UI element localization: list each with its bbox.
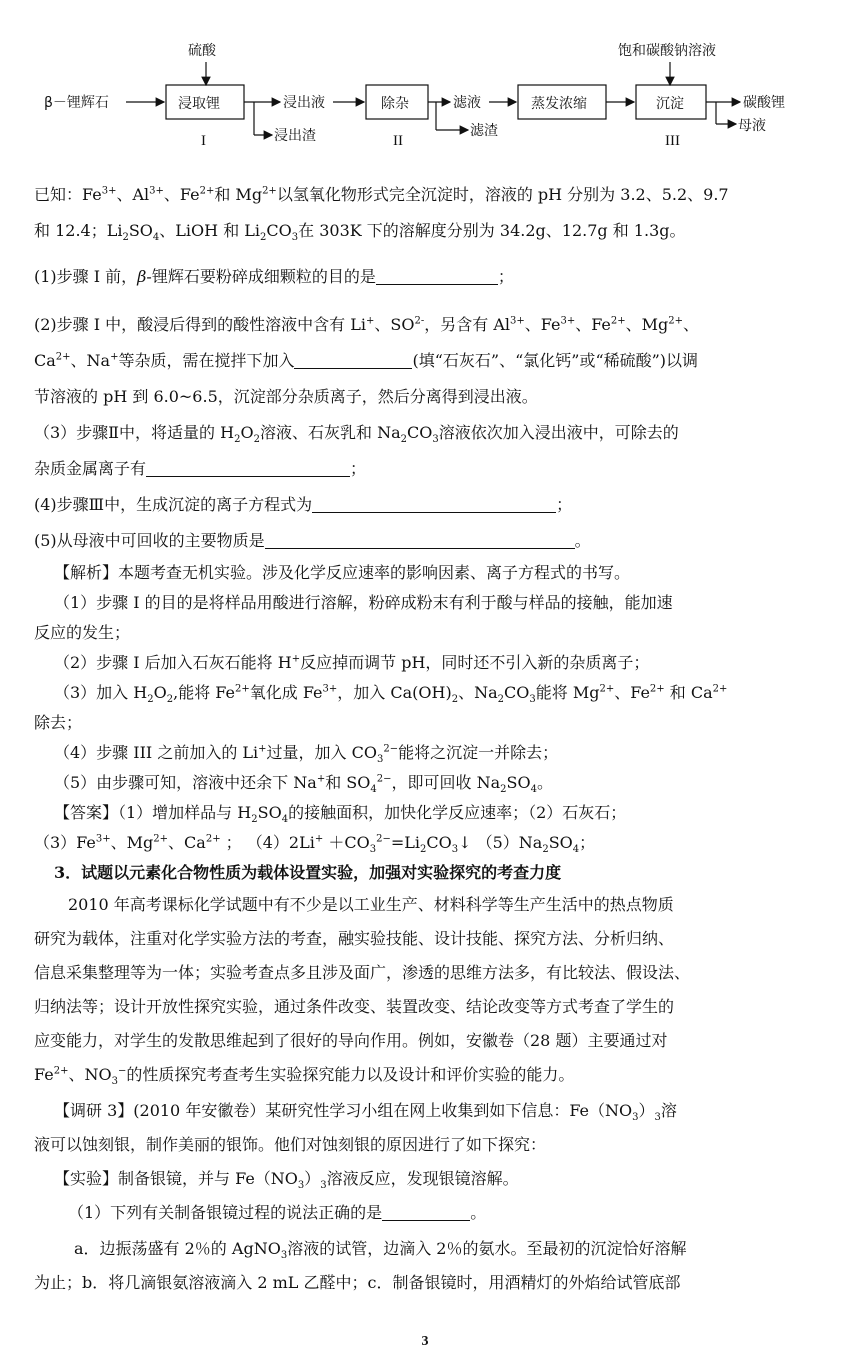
answer-blank-3[interactable]	[146, 461, 350, 477]
question-1: (1)步骤 I 前，β-锂辉石要粉碎成细颗粒的目的是 ；	[34, 267, 514, 286]
paragraph-line-2: 研究为载体，注重对化学实验方法的考查，融实验技能、设计技能、探究方法、分析归纳、	[34, 929, 675, 948]
analysis-4: （4）步骤 III 之前加入的 Li+过量，加入 $CO_3^{2-}$能将之沉淀一并除去；	[54, 743, 559, 766]
filter-residue-label: 滤渣	[470, 123, 498, 139]
experiment-line: 【实验】制备银镜，并与 $Fe(NO_3)_3$溶液反应，发现银镜溶解。	[54, 1169, 519, 1192]
answer-line-1: 【答案】（1）增加样品与 $H_2SO_4$的接触面积，加快化学反应速率；（2）石灰石；	[54, 803, 627, 826]
analysis-3: （3）加入 $H_2O_2$,能将 $Fe^{2+}$氧化成 $Fe^{3+}$，加入 $Ca(OH)_2$、$Na_2CO_3$能将 $Mg^{2+}$、$Fe^{2+}$ 和 $Ca^{2+}$	[54, 683, 728, 706]
question-3-line-1: （3）步骤Ⅱ中，将适量的 $H_2O_2$溶液、石灰乳和 $Na_2CO_3$溶液依次加入浸出液中，可除去的	[34, 423, 679, 446]
known-line-2: 和 12.4；$Li_2SO_4$、LiOH 和 $Li_2CO_3$在 303K 下的溶解度分别为 34.2g、12.7g 和 1.3g。	[34, 221, 686, 244]
answer-blank-2[interactable]	[294, 353, 412, 369]
acid-label: 硫酸	[188, 43, 216, 59]
question-2-line-1: (2)步骤 I 中，酸浸后得到的酸性溶液中含有 Li+、$SO^{2-}$，另含有 $Al^{3+}$、$Fe^{3+}$、$Fe^{2+}$、$Mg^{2+}$、	[34, 315, 700, 334]
page-number: 3	[421, 1334, 429, 1349]
known-line-1: 已知：$Fe^{3+}$、$Al^{3+}$、$Fe^{2+}$和 $Mg^{2+}$以氢氧化物形式完全沉淀时，溶液的 pH 分别为 3.2、5.2、9.7	[34, 185, 729, 204]
box1-label: 浸取锂	[178, 96, 220, 112]
product-label: 碳酸锂	[743, 95, 785, 111]
step3-numeral: III	[665, 133, 680, 149]
analysis-2: （2）步骤 I 后加入石灰石能将 H+反应掉而调节 pH，同时还不引入新的杂质离子；	[54, 653, 650, 672]
analysis-1-cont: 反应的发生；	[34, 623, 131, 642]
box2-label: 除杂	[381, 96, 409, 112]
answer-blank-6[interactable]	[382, 1205, 470, 1221]
paragraph-line-1: 2010 年高考课标化学试题中有不少是以工业生产、材料科学等生产生活中的热点物质	[68, 895, 674, 914]
paragraph-line-6: $Fe^{2+}$、$NO_3^-$的性质探究考查考生实验探究能力以及设计和评价实验的能力。	[34, 1065, 575, 1088]
analysis-3-cont: 除去；	[34, 713, 83, 732]
question-5: (5)从母液中可回收的主要物质是 。	[34, 531, 591, 550]
box4-label: 沉淀	[656, 96, 684, 112]
box3-label: 蒸发浓缩	[531, 96, 587, 112]
filtrate-label: 滤液	[453, 95, 481, 111]
analysis-heading: 【解析】本题考查无机实验。涉及化学反应速率的影响因素、离子方程式的书写。	[54, 563, 631, 582]
leach-residue-label: 浸出渣	[274, 128, 316, 144]
answer-blank-4[interactable]	[312, 497, 556, 513]
question-2-line-2: $Ca^{2+}$、Na+等杂质，需在搅拌下加入 (填“石灰石”、“氯化钙”或“稀硫酸”)以调	[34, 351, 699, 370]
question-3-line-2: 杂质金属离子有 ；	[34, 459, 367, 478]
step2-numeral: II	[393, 133, 403, 149]
process-flowchart	[0, 0, 850, 170]
analysis-5: （5）由步骤可知，溶液中还余下 Na+和 $SO_4^{2-}$，即可回收 $Na_2SO_4$。	[54, 773, 553, 796]
step1-numeral: I	[201, 133, 206, 149]
paragraph-line-5: 应变能力，对学生的发散思维起到了很好的导向作用。例如，安徽卷（28 题）主要通过对	[34, 1031, 668, 1050]
paragraph-line-3: 信息采集整理等为一体；实验考查点多且涉及面广，渗透的思维方法多，有比较法、假设法、	[34, 963, 691, 982]
analysis-1: （1）步骤 I 的目的是将样品用酸进行溶解，粉碎成粉末有利于酸与样品的接触，能加速	[54, 593, 673, 612]
question-2-line-3: 节溶液的 pH 到 6.0~6.5，沉淀部分杂质离子，然后分离得到浸出液。	[34, 387, 538, 406]
sub-question-1: （1）下列有关制备银镜过程的说法正确的是 。	[68, 1203, 487, 1222]
paragraph-line-4: 归纳法等；设计开放性探究实验，通过条件改变、装置改变、结论改变等方式考查了学生的	[34, 997, 675, 1016]
answer-line-2: $(3)Fe^{3+}$、$Mg^{2+}$、$Ca^{2+}$ ； $(4)2Li^+ +CO_3^{2-}=Li_2CO_3↓$ $(5)Na_2SO_4$；	[34, 833, 596, 856]
reagent-label: 饱和碳酸钠溶液	[618, 43, 716, 59]
leach-liquid-label: 浸出液	[283, 95, 325, 111]
section-heading-3: 3．试题以元素化合物性质为载体设置实验，加强对实验探究的考查力度	[54, 863, 562, 882]
answer-blank-5[interactable]	[265, 533, 575, 549]
answer-blank-1[interactable]	[376, 269, 498, 285]
question-4: (4)步骤Ⅲ中，生成沉淀的离子方程式为 ；	[34, 495, 573, 514]
option-a-line: a．边振荡盛有 2％的 AgNO$_3$溶液的试管，边滴入 2％的氨水。至最初的沉淀恰好溶解	[74, 1239, 687, 1262]
input-label: β－锂辉石	[44, 95, 109, 111]
research-line-2: 液可以蚀刻银，制作美丽的银饰。他们对蚀刻银的原因进行了如下探究：	[34, 1135, 547, 1154]
option-b-c-line: 为止；b．将几滴银氨溶液滴入 2 mL 乙醛中；c．制备银镜时，用酒精灯的外焰给试管底部	[34, 1273, 681, 1292]
research-line-1: 【调研 3】(2010 年安徽卷）某研究性学习小组在网上收集到如下信息：$Fe(NO_3)_3$溶	[54, 1101, 677, 1124]
mother-liquor-label: 母液	[738, 118, 766, 134]
